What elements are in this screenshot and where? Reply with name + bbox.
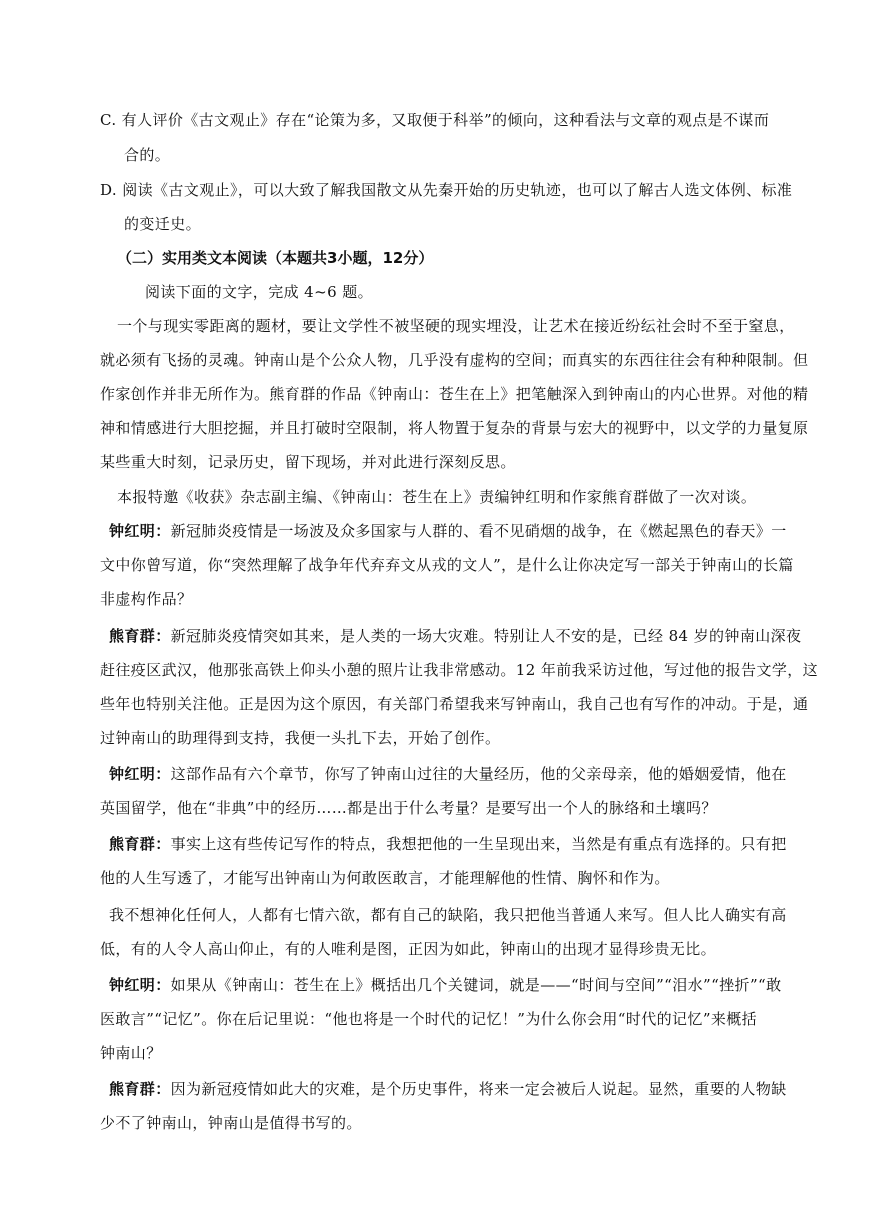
q2-line2: 英国留学，他在“非典”中的经历……都是出于什么考量？是要写出一个人的脉络和土壤吗？	[100, 799, 717, 817]
intro-p1-line1: 一个与现实零距离的题材，要让文学性不被坚硬的现实埋没，让艺术在接近纷纭社会时不至于窒息，	[117, 317, 795, 335]
section-title: （二）实用类文本阅读（本题共3小题，12分）	[117, 249, 434, 267]
speaker-zhong: 钟红明：	[109, 765, 171, 783]
intro-p1-line3: 作家创作并非无所作为。熊育群的作品《钟南山：苍生在上》把笔触深入到钟南山的内心世界。对他的精	[100, 385, 809, 403]
a1-line3: 些年也特别关注他。正是因为这个原因，有关部门希望我来写钟南山，我自己也有写作的冲动。于是，通	[100, 695, 809, 713]
a2b-line2: 低，有的人令人高山仰止，有的人唯利是图，正因为如此，钟南山的出现才显得珍贵无比。	[100, 940, 717, 958]
intro-p1-line2: 就必须有飞扬的灵魂。钟南山是个公众人物，几乎没有虚构的空间；而真实的东西往往会有种种限制。但	[100, 351, 809, 369]
a1-line1	[109, 626, 802, 646]
a3-text: 因为新冠疫情如此大的灾难，是个历史事件，将来一定会被后人说起。显然，重要的人物缺	[170, 1080, 787, 1098]
q1-text: 新冠肺炎疫情是一场波及众多国家与人群的、看不见硝烟的战争，在《燃起黑色的春天》一	[170, 522, 787, 540]
q2-text: 这部作品有六个章节，你写了钟南山过往的大量经历，他的父亲母亲，他的婚姻爱情，他在	[170, 765, 787, 783]
a1-line4: 过钟南山的助理得到支持，我便一头扎下去，开始了创作。	[100, 729, 501, 747]
speaker-xiong: 熊育群：	[109, 627, 171, 645]
a2b-line1: 我不想神化任何人，人都有七情六欲，都有自己的缺陷，我只把他当普通人来写。但人比人确实有高	[109, 906, 787, 924]
a2-line1	[109, 834, 799, 854]
option-c-line2: 合的。	[124, 146, 171, 164]
speaker-xiong: 熊育群：	[109, 835, 171, 853]
q3-line2: 医敢言”“记忆”。你在后记里说：“他也将是一个时代的记忆！”为什么你会用“时代的记忆”来概括	[100, 1010, 758, 1028]
q1-line1	[109, 521, 799, 541]
a3-line1	[109, 1079, 799, 1099]
section-instruction: 阅读下面的文字，完成 4~6 题。	[145, 283, 373, 301]
a2-text: 事实上这有些传记写作的特点，我想把他的一生呈现出来，当然是有重点有选择的。只有把	[170, 835, 787, 853]
q1-line3: 非虚构作品？	[100, 590, 193, 608]
q3-text: 如果从《钟南山：苍生在上》概括出几个关键词，就是——“时间与空间”“泪水”“挫折”“敢	[170, 976, 782, 994]
q3-line3: 钟南山？	[100, 1044, 162, 1062]
intro-p1-line4: 神和情感进行大胆挖掘，并且打破时空限制，将人物置于复杂的背景与宏大的视野中，以文学的力量复原	[100, 419, 809, 437]
speaker-zhong: 钟红明：	[109, 522, 171, 540]
q2-line1	[109, 764, 799, 784]
a2-line2: 他的人生写透了，才能写出钟南山为何敢医敢言，才能理解他的性情、胸怀和作为。	[100, 869, 670, 887]
option-d-line1: D. 阅读《古文观止》，可以大致了解我国散文从先秦开始的历史轨迹，也可以了解古人选文体例、标准	[100, 181, 793, 199]
intro-p2: 本报特邀《收获》杂志副主编、《钟南山：苍生在上》责编钟红明和作家熊育群做了一次对谈。	[117, 488, 757, 506]
a1-text: 新冠肺炎疫情突如其来，是人类的一场大灾难。特别让人不安的是，已经 84 岁的钟南山深夜	[170, 627, 802, 645]
q1-line2: 文中你曾写道，你“突然理解了战争年代弃弃文从戎的文人”，是什么让你决定写一部关于钟南山的长篇	[100, 556, 794, 574]
q3-line1	[109, 975, 799, 995]
option-c-line1: C. 有人评价《古文观止》存在“论策为多，又取便于科举”的倾向，这种看法与文章的观点是不谋而	[100, 111, 770, 129]
intro-p1-line5: 某些重大时刻，记录历史，留下现场，并对此进行深刻反思。	[100, 453, 516, 471]
option-d-line2: 的变迁史。	[124, 215, 202, 233]
a3-line2: 少不了钟南山，钟南山是值得书写的。	[100, 1114, 362, 1132]
speaker-zhong: 钟红明：	[109, 976, 171, 994]
a1-line2: 赶往疫区武汉，他那张高铁上仰头小憩的照片让我非常感动。12 年前我采访过他，写过他的报告文学，这	[100, 661, 819, 679]
speaker-xiong: 熊育群：	[109, 1080, 171, 1098]
